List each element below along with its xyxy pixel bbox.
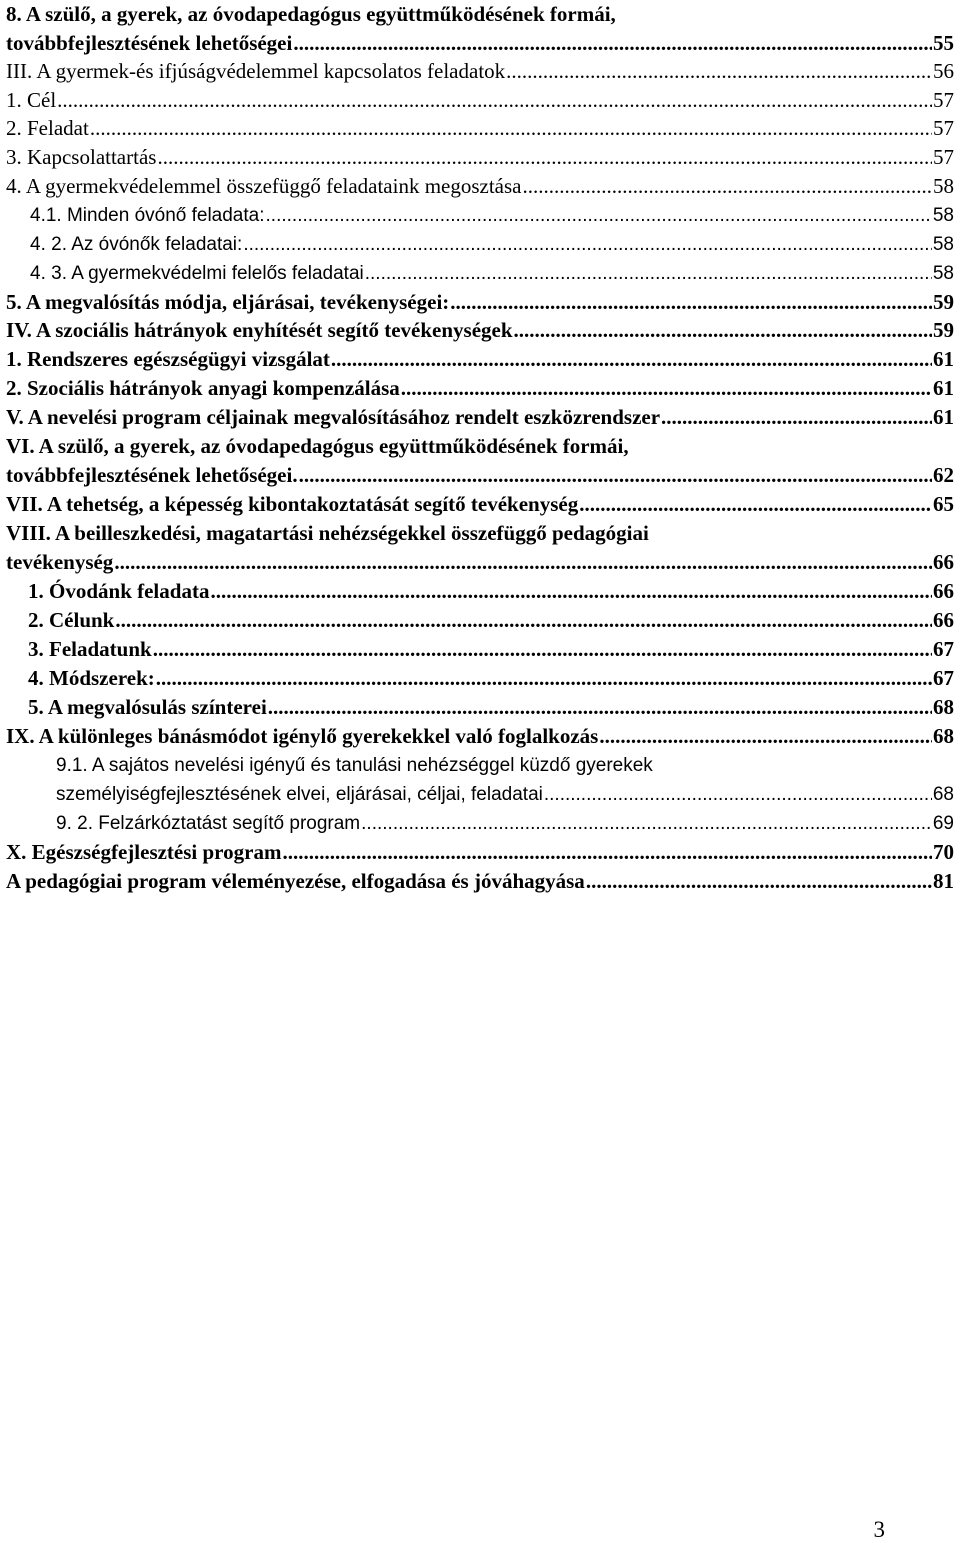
toc-entry-title: V. A nevelési program céljainak megvalósításához rendelt eszközrendszer	[6, 405, 661, 429]
toc-entry[interactable]	[6, 867, 954, 896]
toc-leader-dots	[514, 316, 932, 345]
toc-leader-dots	[599, 722, 932, 751]
toc-page-number: 68	[933, 724, 954, 748]
toc-entry[interactable]	[30, 230, 954, 259]
toc-entry-title: VII. A tehetség, a képesség kibontakoztatását segítő tevékenység	[6, 492, 579, 516]
toc-page-number: 66	[933, 579, 954, 603]
toc-leader-dots	[506, 57, 932, 86]
toc-entry[interactable]	[28, 664, 954, 693]
toc-leader-dots	[450, 288, 932, 317]
toc-page-number: 69	[932, 813, 954, 834]
toc-entry-title: továbbfejlesztésének lehetőségei.	[6, 463, 298, 487]
toc-entry-title: 2. Szociális hátrányok anyagi kompenzálása	[6, 376, 400, 400]
toc-page-number: 56	[933, 59, 954, 83]
toc-entry-line	[6, 519, 954, 548]
toc-entry[interactable]	[28, 606, 954, 635]
toc-leader-dots	[361, 809, 932, 838]
toc-leader-dots	[282, 838, 932, 867]
toc-entry[interactable]	[6, 86, 954, 115]
toc-entry-title: 3. Kapcsolattartás	[6, 145, 157, 169]
toc-entry-title: 2. Célunk	[28, 608, 115, 632]
toc-entry[interactable]	[30, 259, 954, 288]
toc-entry[interactable]	[6, 838, 954, 867]
toc-page-number: 67	[933, 637, 954, 661]
toc-entry-title-line1: 9.1. A sajátos nevelési igényű és tanulási nehézséggel küzdő gyerekek	[56, 755, 653, 776]
toc-leader-dots	[365, 259, 932, 288]
toc-entry-title: 1. Rendszeres egészségügyi vizsgálat	[6, 347, 330, 371]
toc-entry[interactable]	[6, 316, 954, 345]
toc-entry-title: tevékenység	[6, 550, 114, 574]
toc-leader-dots	[157, 143, 932, 172]
page-number: 3	[873, 1517, 885, 1542]
toc-page-number: 81	[933, 869, 954, 893]
toc-page-number: 59	[933, 290, 954, 314]
toc-leader-dots	[268, 693, 932, 722]
toc-entry-title: IV. A szociális hátrányok enyhítését segítő tevékenységek	[6, 318, 513, 342]
toc-page-number: 70	[933, 840, 954, 864]
toc-entry-line	[6, 0, 954, 29]
toc-leader-dots	[153, 635, 932, 664]
toc-entry-title-line1: VIII. A beilleszkedési, magatartási nehézségekkel összefüggő pedagógiai	[6, 521, 649, 545]
toc-entry-title-line1: 8. A szülő, a gyerek, az óvodapedagógus együttműködésének formái,	[6, 2, 616, 26]
toc-entry-title: A pedagógiai program véleményezése, elfogadása és jóváhagyása	[6, 869, 585, 893]
toc-page-number: 55	[933, 31, 954, 55]
toc-entry[interactable]	[6, 57, 954, 86]
toc-leader-dots	[579, 490, 932, 519]
toc-leader-dots	[57, 86, 932, 115]
toc-leader-dots	[523, 172, 933, 201]
toc-entry[interactable]	[6, 722, 954, 751]
toc-entry[interactable]	[56, 780, 954, 809]
toc-page-number: 68	[933, 695, 954, 719]
toc-leader-dots	[90, 114, 932, 143]
toc-entry-line	[56, 751, 954, 780]
toc-entry[interactable]	[28, 577, 954, 606]
toc-page-number: 57	[933, 88, 954, 112]
toc-page-number: 65	[933, 492, 954, 516]
toc-page-number: 61	[933, 376, 954, 400]
toc-leader-dots	[331, 345, 932, 374]
toc-leader-dots	[586, 867, 932, 896]
toc-leader-dots	[266, 201, 932, 230]
toc-entry-title: továbbfejlesztésének lehetőségei	[6, 31, 293, 55]
toc-entry[interactable]	[6, 548, 954, 577]
toc-entry[interactable]	[6, 490, 954, 519]
toc-page-number: 58	[932, 205, 954, 226]
toc-entry-title: IX. A különleges bánásmódot igénylő gyerekekkel való foglalkozás	[6, 724, 599, 748]
toc-page-number: 61	[933, 347, 954, 371]
toc-leader-dots	[156, 664, 932, 693]
toc-entry[interactable]	[6, 288, 954, 317]
toc-entry[interactable]	[6, 403, 954, 432]
toc-entry-line	[6, 432, 954, 461]
toc-entry-title: 9. 2. Felzárkóztatást segítő program	[56, 813, 361, 834]
toc-entry[interactable]	[6, 143, 954, 172]
toc-entry[interactable]	[28, 635, 954, 664]
toc-page-number: 59	[933, 318, 954, 342]
toc-page-number: 61	[933, 405, 954, 429]
toc-entry-title-line1: VI. A szülő, a gyerek, az óvodapedagógus együttműködésének formái,	[6, 434, 629, 458]
toc-entry[interactable]	[6, 345, 954, 374]
toc-entry[interactable]	[56, 809, 954, 838]
toc-leader-dots	[115, 606, 932, 635]
toc-entry-title: 4. 2. Az óvónők feladatai:	[30, 234, 243, 255]
toc-leader-dots	[114, 548, 932, 577]
toc-entry-title: 4. A gyermekvédelemmel összefüggő feladataink megosztása	[6, 174, 522, 198]
toc-page-number: 58	[932, 263, 954, 284]
toc-entry-title: 1. Óvodánk feladata	[28, 579, 210, 603]
toc-entry[interactable]	[28, 693, 954, 722]
toc-entry[interactable]	[6, 114, 954, 143]
toc-page-number: 68	[932, 784, 954, 805]
toc-entry-title: 2. Feladat	[6, 116, 89, 140]
toc-entry-title: 4. Módszerek:	[28, 666, 155, 690]
toc-page-number: 58	[933, 174, 954, 198]
toc-page-number: 66	[933, 550, 954, 574]
toc-page-number: 57	[933, 145, 954, 169]
toc-entry-title: III. A gyermek-és ifjúságvédelemmel kapcsolatos feladatok	[6, 59, 506, 83]
toc-page-number: 67	[933, 666, 954, 690]
toc-entry-title: 4. 3. A gyermekvédelmi felelős feladatai	[30, 263, 364, 284]
toc-entry-title: 5. A megvalósítás módja, eljárásai, tevékenységei:	[6, 290, 450, 314]
toc-leader-dots	[299, 461, 932, 490]
toc-leader-dots	[544, 780, 932, 809]
toc-entry[interactable]	[6, 461, 954, 490]
toc-entry[interactable]	[6, 172, 954, 201]
toc-entry-title: 5. A megvalósulás színterei	[28, 695, 267, 719]
toc-leader-dots	[661, 403, 932, 432]
toc-leader-dots	[243, 230, 932, 259]
toc-entry-title: 3. Feladatunk	[28, 637, 152, 661]
toc-entry[interactable]	[30, 201, 954, 230]
toc-leader-dots	[401, 374, 932, 403]
toc-entry-title: 1. Cél	[6, 88, 57, 112]
toc-entry[interactable]	[6, 29, 954, 58]
toc-page-number: 66	[933, 608, 954, 632]
toc-entry-title: 4.1. Minden óvónő feladata:	[30, 205, 265, 226]
toc-entry-title: X. Egészségfejlesztési program	[6, 840, 282, 864]
toc-leader-dots	[210, 577, 932, 606]
toc-entry-title: személyiségfejlesztésének elvei, eljárásai, céljai, feladatai	[56, 784, 543, 805]
toc-page-number: 57	[933, 116, 954, 140]
toc-leader-dots	[293, 29, 932, 58]
toc-page-number: 62	[933, 463, 954, 487]
toc-entry[interactable]	[6, 374, 954, 403]
toc-page-number: 58	[932, 234, 954, 255]
